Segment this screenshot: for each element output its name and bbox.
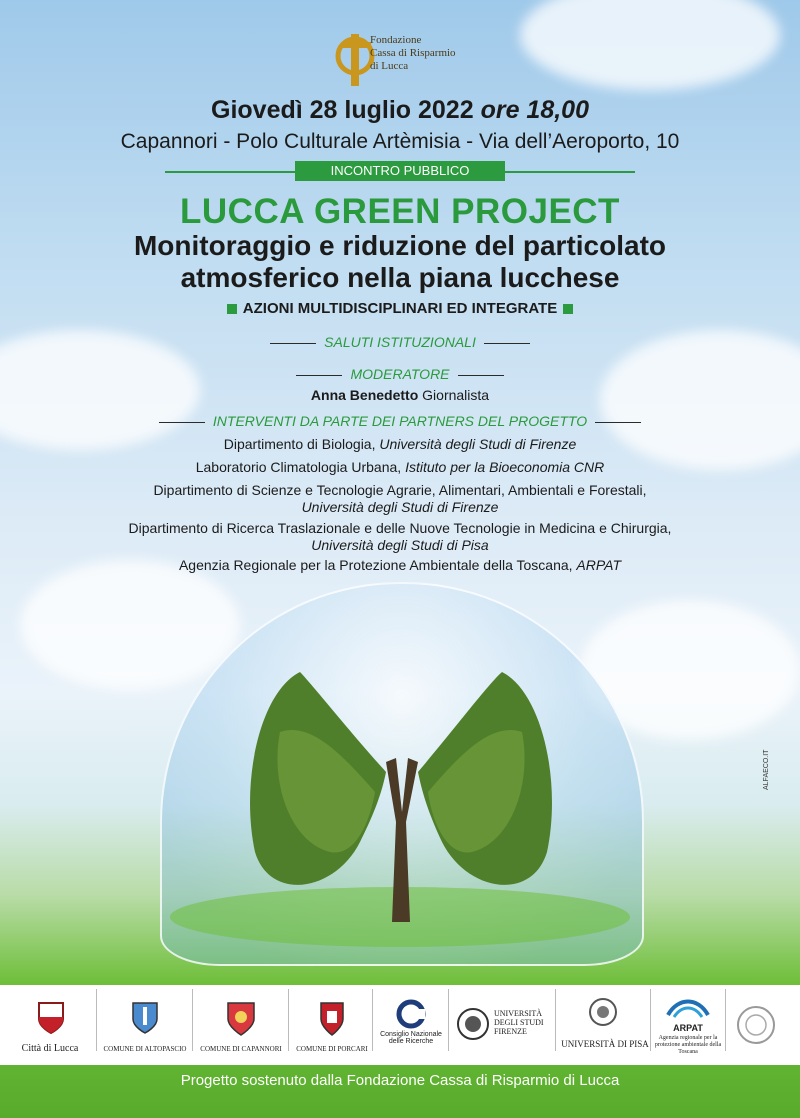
moderator-role: Giornalista [422,387,490,403]
moderator-name: Anna Benedetto [310,387,419,403]
partner-dept: Dipartimento di Ricerca Traslazionale e delle Nuove Tecnologie in Medicina e Chirurgia, [128,520,672,536]
logo-label: UNIVERSITÀ DEGLI STUDI FIRENZE [494,1009,544,1036]
green-square-icon [563,304,573,314]
partner-logos-bar [0,985,800,1065]
section-interventions [0,413,800,429]
divider [288,989,289,1051]
moderator [0,387,800,403]
divider [484,343,530,345]
partner-institution: ARPAT [576,557,622,573]
event-date [0,96,800,125]
partner-dept: Dipartimento di Scienze e Tecnologie Agrarie, Alimentari, Ambientali e Forestali, [153,482,647,498]
lung-tree-icon [160,582,640,982]
porcari-crest-icon [318,997,346,1037]
divider [270,343,316,345]
date-text: Giovedì 28 luglio 2022 [211,96,474,124]
altopascio-crest-icon [130,997,160,1035]
divider [165,171,295,173]
subtitle-line: atmosferico nella piana lucchese [180,262,620,293]
partner-institution: Università degli Studi di Firenze [301,499,499,515]
divider [192,989,193,1051]
section-moderator [0,366,800,382]
project-title: LUCCA GREEN PROJECT [180,192,620,231]
partner-dept: Laboratorio Climatologia Urbana, [195,459,402,475]
section-label: MODERATORE [350,366,450,382]
divider [595,422,641,424]
actions-heading [0,300,800,317]
unifi-seal-icon [456,1007,490,1041]
institution-seal-icon [736,1005,776,1045]
logo-label: Agenzia regionale per la protezione ambientale della Toscana [654,1035,722,1055]
section-greetings [0,334,800,350]
section-label: SALUTI ISTITUZIONALI [324,334,476,350]
project-subtitle [0,230,800,294]
partner-item [0,520,800,554]
lucca-crest-icon [36,997,66,1035]
subtitle-line: Monitoraggio e riduzione del particolato [133,230,666,261]
divider [448,989,449,1051]
divider [159,422,205,424]
divider [725,989,726,1051]
partner-institution: Università degli Studi di Pisa [311,537,489,553]
divider [96,989,97,1051]
divider [372,989,373,1051]
logo-label: UNIVERSITÀ DI PISA [561,1039,649,1049]
partner-dept: Dipartimento di Biologia, [223,436,376,452]
unipi-seal-icon [588,997,618,1027]
partner-institution: Università degli Studi di Firenze [379,436,577,452]
divider [296,375,342,377]
partner-item [0,482,800,516]
capannori-crest-icon [225,997,257,1037]
cnr-logo-icon [396,999,426,1029]
time-text: ore 18,00 [480,96,589,124]
partner-item [0,557,800,573]
event-type-badge: INCONTRO PUBBLICO [295,161,505,181]
actions-text: AZIONI MULTIDISCIPLINARI ED INTEGRATE [242,300,558,317]
divider [458,375,504,377]
foundation-logo-text [370,34,456,73]
logo-label: COMUNE DI ALTOPASCIO [103,1045,187,1053]
partner-institution: Istituto per la Bioeconomia CNR [405,459,605,475]
logo-label: Consiglio Nazionale delle Ricerche [380,1031,442,1045]
logo-label: Città di Lucca [21,1043,79,1054]
logo-line: Cassa di Risparmio [370,47,456,59]
logo-label: ARPAT [673,1023,703,1033]
logo-label: COMUNE DI PORCARI [296,1045,368,1053]
logo-line: di Lucca [370,60,409,72]
arpat-logo-icon [664,995,712,1021]
side-credit: ALFAECO.IT [763,749,770,790]
sponsor-line: Progetto sostenuto dalla Fondazione Cassa di Risparmio di Lucca [180,1072,620,1089]
logo-line: Fondazione [370,34,422,46]
divider [555,989,556,1051]
logo-label: COMUNE DI CAPANNORI [200,1045,282,1053]
green-square-icon [227,304,237,314]
event-venue: Capannori - Polo Culturale Artèmisia - Via dell’Aeroporto, 10 [120,130,680,153]
partner-item [0,459,800,475]
divider [650,989,651,1051]
section-label: INTERVENTI DA PARTE DEI PARTNERS DEL PROGETTO [212,413,588,429]
partner-dept: Agenzia Regionale per la Protezione Ambientale della Toscana, [178,557,573,573]
partner-item [0,436,800,452]
divider [505,171,635,173]
